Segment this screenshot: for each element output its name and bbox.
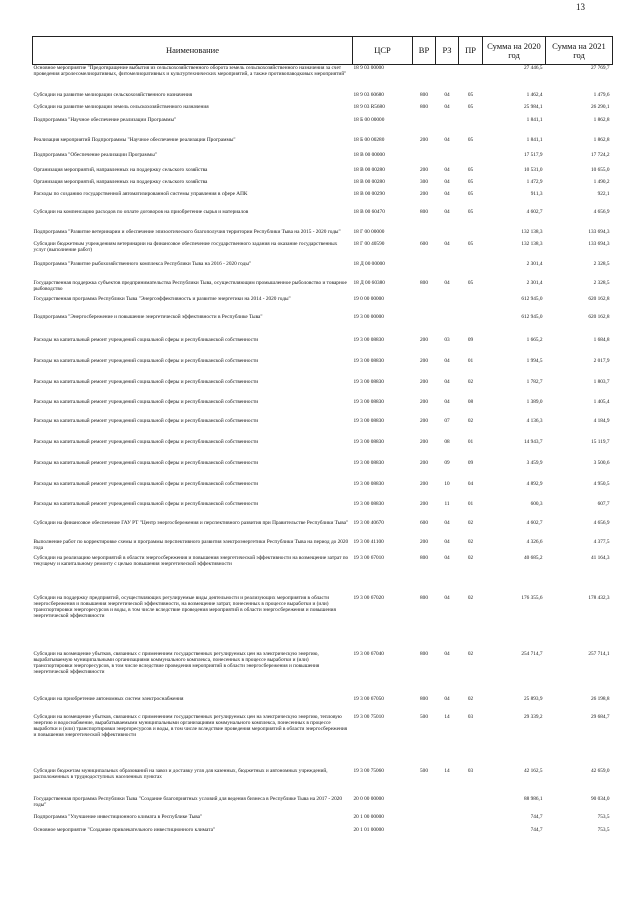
row-vr: 800	[420, 103, 428, 110]
row-sum-2020: 4 602,7	[526, 208, 543, 215]
table-row	[33, 337, 613, 358]
table-row	[33, 65, 613, 92]
row-pr	[459, 796, 483, 814]
row-rz: 04	[444, 554, 450, 561]
row-sum-2021: 10 655,0	[590, 166, 610, 173]
row-sum-2021: 133 694,3	[588, 228, 610, 235]
header-pr: ПР	[459, 37, 483, 65]
row-pr	[459, 296, 483, 314]
table-row	[33, 501, 613, 520]
row-name: Государственная программа Республики Тыва "Создание благоприятных условий для ведения бизнеса в Республике Тыва на 2017 - 2020 годы"	[33, 795, 343, 808]
row-csr: 19 3 00 08830	[353, 336, 384, 343]
row-pr: 09	[467, 336, 474, 343]
row-sum-2021: 27 769,7	[590, 65, 610, 71]
row-pr	[459, 152, 483, 167]
row-sum-2020: 1 841,1	[526, 116, 543, 123]
table-row	[33, 92, 613, 104]
row-sum-2021: 1 490,2	[593, 178, 610, 185]
row-sum-2021: 4 950,5	[593, 480, 610, 487]
row-rz	[436, 827, 459, 841]
row-name: Субсидии на развитие мелиорации сельскохозяйственного назначения	[33, 91, 193, 98]
row-vr: 200	[420, 357, 428, 364]
row-csr: 18 В 00 00290	[353, 190, 385, 197]
row-sum-2021: 90 034,0	[590, 795, 610, 802]
row-pr: 05	[467, 178, 474, 185]
row-vr: 800	[420, 91, 428, 98]
table-row	[33, 555, 613, 595]
row-csr: 19 3 00 67020	[353, 594, 384, 601]
table-row	[33, 520, 613, 539]
row-csr: 18 9 03 R5680	[353, 103, 385, 110]
row-pr	[459, 814, 483, 827]
row-pr	[459, 65, 483, 92]
row-rz: 04	[444, 240, 450, 247]
row-vr: 200	[420, 459, 428, 466]
row-sum-2021: 2 328,5	[593, 279, 610, 286]
row-sum-2021: 41 164,3	[590, 554, 610, 561]
table-row	[33, 439, 613, 460]
row-name: Подпрограмма "Энергосбережение и повышение энергетической эффективности в Республике Тыва"	[33, 313, 263, 320]
row-rz	[436, 152, 459, 167]
row-sum-2020: 25 893,9	[523, 695, 543, 702]
row-sum-2021: 1 684,8	[593, 336, 610, 343]
row-name: Субсидии на поддержку предприятий, осуществляющих регулируемые виды деятельности и реализующих мероприятия в области энергосбережения и повышения энергетической эффективности, на возмещение затрат, понесенных в процессе выработки и (или) транспортировки энергоресурсов и воды, в том числе вследствие проведения мероприятий в области энергосбережения и повышения энергетической эффективности	[33, 594, 336, 620]
table-row	[33, 768, 613, 796]
row-rz: 04	[444, 91, 450, 98]
table-row	[33, 418, 613, 439]
row-csr: 18 Д 00 00000	[353, 260, 385, 267]
row-sum-2021: 133 694,3	[588, 240, 610, 247]
row-vr: 300	[420, 178, 428, 185]
row-name: Расходы по созданию государственной автоматизированной системы управления в сфере АПК	[33, 190, 248, 197]
row-pr: 05	[467, 190, 474, 197]
row-vr: 600	[420, 240, 428, 247]
table-row	[33, 104, 613, 117]
row-csr: 19 3 00 00000	[353, 313, 384, 320]
row-sum-2020: 176 355,6	[521, 594, 543, 601]
header-name: Наименование	[33, 37, 353, 65]
row-pr	[459, 827, 483, 841]
row-vr	[413, 229, 436, 241]
row-pr: 02	[467, 378, 474, 385]
row-name: Субсидии на возмещение убытков, связанных с применением государственных регулируемых цен на электрическую энергию, вырабатываемую муниципальными организациями коммунального комплекса, понесенных в процессе выработки и (или) транспортировки энергоресурсов, в том числе вследствие проведения мероприятий в области энергосбережения и повышения энергетической эффективности	[33, 650, 320, 676]
header-vr: ВР	[413, 37, 436, 65]
row-sum-2020: 27 446,5	[523, 65, 543, 71]
table-row	[33, 296, 613, 314]
row-sum-2020: 14 943,7	[523, 438, 543, 445]
row-name: Государственная программа Республики Тыва "Энергоэффективность и развитие энергетики на 2014 - 2020 годы"	[33, 295, 291, 302]
row-rz: 04	[444, 208, 450, 215]
row-vr: 200	[420, 336, 428, 343]
row-vr: 500	[420, 713, 428, 720]
row-csr: 19 3 00 67050	[353, 695, 384, 702]
row-sum-2020: 254 714,7	[521, 650, 543, 657]
row-vr	[413, 152, 436, 167]
row-rz: 14	[444, 767, 450, 774]
row-csr: 18 Б 00 00000	[353, 116, 385, 123]
row-rz: 14	[444, 713, 450, 720]
row-sum-2021: 4 377,5	[593, 538, 610, 545]
row-sum-2020: 612 945,0	[521, 313, 543, 320]
row-vr	[413, 261, 436, 280]
row-pr: 05	[467, 240, 474, 247]
row-vr: 800	[420, 279, 428, 286]
table-row	[33, 539, 613, 555]
table-row	[33, 179, 613, 191]
row-rz: 04	[444, 538, 450, 545]
row-rz	[436, 65, 459, 92]
row-sum-2021: 4 656,9	[593, 208, 610, 215]
row-csr: 18 Б 00 00280	[353, 136, 385, 143]
table-row	[33, 261, 613, 280]
row-pr: 05	[467, 91, 474, 98]
row-sum-2021: 4 184,9	[593, 417, 610, 424]
row-csr: 18 9 03 00000	[353, 65, 384, 71]
table-row	[33, 209, 613, 229]
row-name: Основное мероприятие "Создание привлекательного инвестиционного климата"	[33, 826, 216, 833]
row-rz: 10	[444, 480, 450, 487]
table-row	[33, 137, 613, 152]
row-pr: 01	[467, 438, 474, 445]
row-sum-2020: 17 517,9	[523, 151, 543, 158]
row-rz	[436, 814, 459, 827]
row-name: Организация мероприятий, направленных на поддержку сельского хозяйства	[33, 166, 208, 173]
table-row	[33, 399, 613, 418]
row-sum-2020: 132 138,3	[521, 240, 543, 247]
row-vr: 200	[420, 500, 428, 507]
row-name: Субсидии на развитие мелиорации земель сельскохозяйственного назначения	[33, 103, 209, 110]
row-sum-2020: 10 531,0	[523, 166, 543, 173]
row-csr: 20 1 00 00000	[353, 813, 384, 820]
row-vr: 200	[420, 378, 428, 385]
row-pr: 08	[467, 398, 474, 405]
row-rz: 03	[444, 336, 450, 343]
row-rz: 04	[444, 166, 450, 173]
row-sum-2020: 132 138,3	[521, 228, 543, 235]
row-csr: 18 В 00 60470	[353, 208, 385, 215]
table-header	[33, 37, 613, 65]
row-sum-2021: 178 432,3	[588, 594, 610, 601]
row-vr: 600	[420, 519, 428, 526]
row-rz: 04	[444, 357, 450, 364]
row-name: Подпрограмма "Развитие ветеринарии и обеспечение эпизоотического благополучия территории Республики Тыва на 2015 - 2020 годы"	[33, 228, 341, 235]
row-vr: 200	[420, 136, 428, 143]
row-pr: 05	[467, 166, 474, 173]
table-row	[33, 280, 613, 296]
row-name: Расходы на капитальный ремонт учреждений социальной сферы и республиканской собственности	[33, 336, 259, 343]
row-rz	[436, 796, 459, 814]
row-rz: 04	[444, 136, 450, 143]
row-vr	[413, 796, 436, 814]
row-csr: 19 3 00 08830	[353, 459, 384, 466]
row-sum-2021: 29 684,7	[590, 713, 610, 720]
row-sum-2020: 1 994,5	[526, 357, 543, 364]
row-sum-2021: 753,5	[597, 813, 610, 820]
row-vr: 800	[420, 695, 428, 702]
row-rz: 11	[444, 500, 450, 507]
row-name: Субсидии на финансовое обеспечение ГАУ РТ "Центр энергосбережения и перспективного развития при Правительстве Республики Тыва"	[33, 519, 349, 526]
row-name: Субсидии на возмещение убытков, связанных с применением государственных регулируемых цен на электрическую энергию, тепловую энергию и водоснабжение, вырабатываемыми муниципальными организациями коммунального комплекса, понесенных в процессе выработки и (или) транспортировки энергоресурсов и воды, в том числе вследствие проведения мероприятий в области энергосбережения и повышения энергетической эффективности	[33, 713, 348, 739]
row-csr: 18 В 00 00280	[353, 166, 385, 173]
row-csr: 18 9 03 60680	[353, 91, 384, 98]
row-vr	[413, 296, 436, 314]
row-name: Расходы на капитальный ремонт учреждений социальной сферы и республиканской собственности	[33, 500, 259, 507]
row-csr: 18 В 00 00280	[353, 178, 385, 185]
row-name: Расходы на капитальный ремонт учреждений социальной сферы и республиканской собственности	[33, 438, 259, 445]
row-name: Основное мероприятие "Предотвращение выбытия из сельскохозяйственного оборота земель сельскохозяйственного назначения за счет проведения агролесомелиоративных, фитомелиоративных и культуртехнических мероприятий, а также противопаводковых мероприятий"	[33, 65, 347, 78]
row-rz: 04	[444, 398, 450, 405]
table-row	[33, 696, 613, 714]
row-pr	[459, 229, 483, 241]
row-name: Субсидии на приобретение автономных систем электроснабжения	[33, 695, 184, 702]
row-sum-2020: 40 685,2	[523, 554, 543, 561]
row-sum-2020: 911,3	[530, 190, 543, 197]
header-sum-2021: Сумма на 2021 год	[546, 37, 613, 65]
row-sum-2020: 1 841,1	[526, 136, 543, 143]
row-vr: 500	[420, 767, 428, 774]
row-rz: 04	[444, 378, 450, 385]
row-name: Расходы на капитальный ремонт учреждений социальной сферы и республиканской собственности	[33, 417, 259, 424]
row-csr: 19 3 00 75060	[353, 767, 384, 774]
row-sum-2021: 4 656,9	[593, 519, 610, 526]
row-vr: 800	[420, 554, 428, 561]
table-row	[33, 167, 613, 179]
row-vr: 200	[420, 438, 428, 445]
row-sum-2020: 42 162,5	[523, 767, 543, 774]
row-pr: 02	[467, 554, 474, 561]
row-vr	[413, 827, 436, 841]
row-rz: 07	[444, 417, 450, 424]
row-sum-2020: 4 892,9	[526, 480, 543, 487]
row-sum-2021: 1 479,6	[593, 91, 610, 98]
row-rz: 04	[444, 190, 450, 197]
row-vr	[413, 65, 436, 92]
row-pr: 04	[467, 480, 474, 487]
row-csr: 19 3 00 08830	[353, 500, 384, 507]
row-sum-2020: 1 665,2	[526, 336, 543, 343]
header-csr: ЦСР	[353, 37, 413, 65]
row-sum-2020: 744,7	[530, 813, 543, 820]
row-sum-2021: 17 724,2	[590, 151, 610, 158]
row-csr: 18 Д 00 60380	[353, 279, 385, 286]
row-sum-2021: 26 198,8	[590, 695, 610, 702]
row-sum-2020: 4 326,6	[526, 538, 543, 545]
row-vr: 800	[420, 208, 428, 215]
row-pr: 03	[467, 713, 474, 720]
row-sum-2020: 2 301,4	[526, 279, 543, 286]
table-row	[33, 827, 613, 841]
row-rz	[436, 117, 459, 137]
row-csr: 19 3 00 67010	[353, 554, 384, 561]
row-vr: 200	[420, 398, 428, 405]
table-row	[33, 481, 613, 501]
row-sum-2021: 620 162,8	[588, 295, 610, 302]
table-row	[33, 117, 613, 137]
table-row	[33, 460, 613, 481]
row-rz: 04	[444, 695, 450, 702]
row-name: Расходы на капитальный ремонт учреждений социальной сферы и республиканской собственности	[33, 398, 259, 405]
row-rz: 04	[444, 279, 450, 286]
row-name: Государственная поддержка субъектов предпринимательства Республики Тыва, осуществляющим промышленное рыболовство и товарное рыбоводство	[33, 279, 347, 292]
row-rz: 04	[444, 594, 450, 601]
table-row	[33, 379, 613, 399]
row-csr: 19 3 00 67040	[353, 650, 384, 657]
row-vr	[413, 814, 436, 827]
row-sum-2020: 600,3	[530, 500, 543, 507]
row-pr: 03	[467, 767, 474, 774]
row-name: Реализация мероприятий Подпрограммы "Научное обеспечение реализации Программы"	[33, 136, 236, 143]
table-row	[33, 241, 613, 261]
row-rz: 08	[444, 438, 450, 445]
row-rz: 04	[444, 178, 450, 185]
row-sum-2020: 3 459,9	[526, 459, 543, 466]
row-vr: 800	[420, 594, 428, 601]
table-row	[33, 152, 613, 167]
row-rz	[436, 314, 459, 337]
row-name: Расходы на капитальный ремонт учреждений социальной сферы и республиканской собственности	[33, 480, 259, 487]
row-name: Субсидии на реализацию мероприятий в области энергосбережения и повышения энергетической эффективности на возмещение затрат по текущему и капитальному ремонту с целью повышения энергетической эффективности	[33, 554, 349, 567]
row-sum-2021: 257 714,1	[588, 650, 610, 657]
row-vr: 200	[420, 538, 428, 545]
row-vr	[413, 314, 436, 337]
header-sum-2020: Сумма на 2020 год	[483, 37, 546, 65]
row-name: Подпрограмма "Научное обеспечение реализации Программы"	[33, 116, 177, 123]
row-sum-2020: 4 602,7	[526, 519, 543, 526]
row-vr: 200	[420, 480, 428, 487]
row-pr	[459, 117, 483, 137]
row-name: Субсидии бюджетам муниципальных образований на завоз и доставку угля для казенных, бюджетных и автономных учреждений, расположенных в труднодоступных населенных пунктах	[33, 767, 328, 780]
row-pr: 02	[467, 695, 474, 702]
table-row	[33, 595, 613, 651]
row-csr: 19 3 00 08830	[353, 378, 384, 385]
row-sum-2020: 1 462,4	[526, 91, 543, 98]
row-sum-2021: 1 803,7	[593, 378, 610, 385]
row-sum-2020: 29 339,2	[523, 713, 543, 720]
row-pr	[459, 261, 483, 280]
row-sum-2020: 25 984,1	[523, 103, 543, 110]
row-csr: 19 3 00 40670	[353, 519, 384, 526]
row-vr: 200	[420, 166, 428, 173]
row-sum-2020: 2 301,4	[526, 260, 543, 267]
row-sum-2021: 1 862,8	[593, 116, 610, 123]
row-pr: 01	[467, 357, 474, 364]
row-csr: 19 3 00 08830	[353, 417, 384, 424]
row-sum-2021: 607,7	[597, 500, 610, 507]
table-row	[33, 714, 613, 768]
row-rz	[436, 296, 459, 314]
row-csr: 19 3 00 08830	[353, 357, 384, 364]
row-sum-2021: 26 290,1	[590, 103, 610, 110]
row-name: Субсидии бюджетным учреждениям ветеринарии на финансовое обеспечение государственного задания на оказание государственных услуг (выполнение работ)	[33, 240, 338, 253]
row-csr: 19 3 00 75010	[353, 713, 384, 720]
row-pr	[459, 314, 483, 337]
row-sum-2021: 42 659,0	[590, 767, 610, 774]
row-vr: 200	[420, 417, 428, 424]
row-sum-2020: 612 945,0	[521, 295, 543, 302]
row-pr: 02	[467, 417, 474, 424]
row-pr: 02	[467, 538, 474, 545]
row-sum-2020: 1 389,0	[526, 398, 543, 405]
row-sum-2021: 1 405,4	[593, 398, 610, 405]
row-rz	[436, 261, 459, 280]
row-sum-2020: 4 136,3	[526, 417, 543, 424]
row-csr: 18 В 00 00000	[353, 151, 385, 158]
row-pr: 09	[467, 459, 474, 466]
row-rz: 04	[444, 519, 450, 526]
table-row	[33, 314, 613, 337]
row-name: Подпрограмма "Улучшение инвестиционного климата в Республике Тыва"	[33, 813, 203, 820]
row-vr	[413, 117, 436, 137]
row-sum-2021: 3 500,6	[593, 459, 610, 466]
row-pr: 05	[467, 103, 474, 110]
row-csr: 20 1 01 00000	[353, 826, 384, 833]
row-pr: 02	[467, 594, 474, 601]
row-rz: 09	[444, 459, 450, 466]
row-sum-2021: 2 328,5	[593, 260, 610, 267]
header-rz: РЗ	[436, 37, 459, 65]
row-name: Расходы на капитальный ремонт учреждений социальной сферы и республиканской собственности	[33, 459, 259, 466]
row-name: Расходы на капитальный ремонт учреждений социальной сферы и республиканской собственности	[33, 378, 259, 385]
row-pr: 02	[467, 650, 474, 657]
row-name: Выполнение работ по корректировке схемы и программы перспективного развития электроэнергетики Республики Тыва на период до 2020 года	[33, 538, 349, 551]
row-sum-2021: 15 119,7	[591, 438, 610, 445]
row-pr: 05	[467, 136, 474, 143]
row-rz: 04	[444, 103, 450, 110]
row-rz: 04	[444, 650, 450, 657]
table-row	[33, 191, 613, 209]
row-csr: 18 Г 00 00000	[353, 228, 385, 235]
table-row	[33, 229, 613, 241]
row-name: Подпрограмма "Обеспечение реализации Программы"	[33, 151, 157, 158]
row-name: Организация мероприятий, направленных на поддержку сельского хозяйства	[33, 178, 208, 185]
row-sum-2020: 744,7	[530, 826, 543, 833]
row-sum-2021: 2 017,9	[593, 357, 610, 364]
row-sum-2020: 88 986,1	[523, 795, 543, 802]
row-csr: 20 0 00 00000	[353, 795, 384, 802]
row-pr: 05	[467, 208, 474, 215]
row-vr: 800	[420, 650, 428, 657]
row-csr: 19 3 00 08830	[353, 438, 384, 445]
row-sum-2021: 922,1	[597, 190, 610, 197]
budget-table	[32, 36, 613, 841]
row-vr: 200	[420, 190, 428, 197]
row-pr: 05	[467, 279, 474, 286]
row-rz	[436, 229, 459, 241]
row-csr: 19 3 00 08830	[353, 480, 384, 487]
row-csr: 18 Г 00 40590	[353, 240, 385, 247]
row-csr: 19 0 00 00000	[353, 295, 384, 302]
row-sum-2020: 1 472,9	[526, 178, 543, 185]
row-name: Субсидии на компенсацию расходов по оплате договоров на приобретение сырья и материалов	[33, 208, 249, 215]
table-row	[33, 358, 613, 379]
row-csr: 19 3 00 08830	[353, 398, 384, 405]
row-name: Расходы на капитальный ремонт учреждений социальной сферы и республиканской собственности	[33, 357, 259, 364]
row-csr: 19 3 00 41100	[353, 538, 384, 545]
row-sum-2021: 753,5	[597, 826, 610, 833]
row-sum-2020: 1 782,7	[526, 378, 543, 385]
row-pr: 01	[467, 500, 474, 507]
table-row	[33, 796, 613, 814]
table-row	[33, 651, 613, 696]
row-sum-2021: 620 162,8	[588, 313, 610, 320]
row-pr: 02	[467, 519, 474, 526]
row-name: Подпрограмма "Развитие рыбохозяйственного комплекса Республики Тыва на 2016 - 2020 годы"	[33, 260, 252, 267]
page-number: 13	[576, 2, 585, 12]
table-row	[33, 814, 613, 827]
row-sum-2021: 1 862,8	[593, 136, 610, 143]
